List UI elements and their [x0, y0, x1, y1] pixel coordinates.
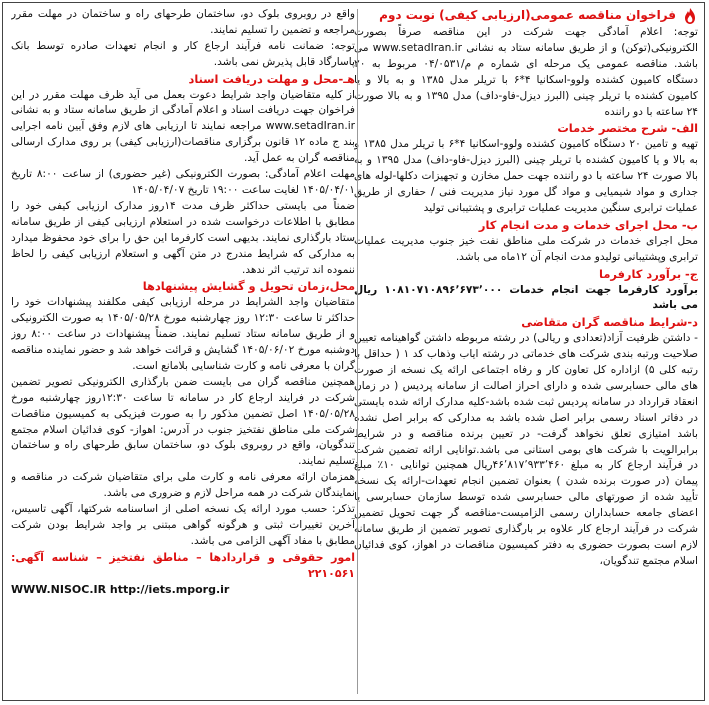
section-alef-text: تهیه و تامین ۲۰ دستگاه کامیون کشنده ولوو-اسکانیا ۴*۶ با تریلر مدل ۱۳۸۵ و به بالا و یا کامیون کشنده با تریلر چینی (البرز دیزل-فاو-داف) مدل ۱۳۹۵ و به بالا صورت ۲۴ ساعته با دو راننده جهت حمل مخازن و تجهیزات دکلها-لوله های جداری و مواد شیمیایی و مواد گل مورد نیاز مدیریت فنی / حفاری از طریق عملیات ترابری سنگین مدیریت عملیات ترابری و پشتیبانی تولید: [354, 138, 698, 214]
section-alef-heading: الف- شرح مختصر خدمات: [557, 121, 698, 136]
guarantee-text: همچنین مناقصه گران می بایست ضمن بارگذاری الکترونیکی تصویر تضمین شرکت در فرایند ارجاع کار در سامانه تا ساعت ۱۲:۳۰روز چهارشنبه مورخ ۱۴۰۵/۰۵/۲۸ اصل تضمین مذکور را به صورت فیزیکی به کمیسیون مناقصات شرکت ملی مناطق نفتخیز جنوب در آدرس: اهواز- کوی فدائیان اسلام مجتمع تندگویان، واقع در روبروی بلوک دو، ساختمان سابق طرحهای راه و ساختمان تسلیم نمایند.: [11, 375, 355, 468]
continued-paragraph: واقع در روبروی بلوک دو، ساختمان طرحهای راه و ساختمان در مهلت مقرر مراجعه و تضمین را تسلیم نمایند.: [11, 8, 355, 36]
section-je-text: برآورد کارفرما جهت انجام خدمات ۱۰۸۱۰۷۱۰۸۹۶٬۶۷۳٬۰۰۰ ریال می باشد: [354, 283, 698, 312]
section-dal-heading: د-شرایط مناقصه گران متقاضی: [521, 315, 698, 330]
reminder-text: تذکر: حسب مورد ارائه یک نسخه اصلی از اساسنامه شرکتها، آگهی تاسیس، آخرین تغییرات ثبتی و هرگونه گواهی مبتنی بر واجد شرایط بودن شرکت مطابق با مفاد آگهی الزامی می باشد.: [11, 503, 355, 547]
intro-paragraph: توجه: اعلام آمادگی جهت شرکت در این مناقصه صرفاً بصورت الکترونیکی(توکن) و از طریق سامانه ستاد به نشانی www.setadIran.ir می باشد. مناقصه عمومی یک مرحله ای شماره م م/۰۴/۰۵۳۱ مربوط به ۲۰ دستگاه کامیون کشنده ولوو-اسکانیا ۴*۶ با تریلر مدل ۱۳۸۵ و به بالا و یا کامیون کشنده با تریلر چینی (البرز دیزل-فاو-داف) مدل ۱۳۹۵ و به بالا صورت ۲۴ ساعته با دو راننده: [354, 26, 698, 118]
bank-note: توجه: ضمانت نامه فرآیند ارجاع کار و انجام تعهدات صادره توسط بانک پاسارگاد قابل پذیرش نمی باشد.: [11, 39, 355, 68]
right-column: [354, 7, 698, 696]
introduction-letter-text: همزمان ارائه معرفی نامه و کارت ملی برای متقاضیان شرکت در مناقصه و نمایندگان شرکت در همه مراحل لازم و ضروری می باشد.: [11, 471, 355, 500]
documents-note: ضمناً می بایستی حداکثر ظرف مدت ۱۴روز مدارک ارزیابی کیفی خود را مطابق با اطلاعات درخواست شده در استعلام ارزیابی کیفی از طریق سامانه ستاد بارگذاری نمایند. بدیهی است کارفرما این حق را برای خود محفوظ میدارد به مدارکی که شرایط مندرج در متن آگهی و استعلام ارزیابی کیفی را لحاظ ننموده اند ترتیب اثر ندهد.: [11, 199, 355, 276]
submission-text: متقاضیان واجد الشرایط در مرحله ارزیابی کیفی مکلفند پیشنهادات خود را حداکثر تا ساعت ۱۲:۳۰ روز چهارشنبه مورخ ۱۴۰۵/۰۵/۲۸ به صورت الکترونیکی و از طریق سامانه ستاد تسلیم نمایند. ضمناً پیشنهادات در ساعت ۸:۰۰ روز دوشنبه مورخ ۱۴۰۵/۰۶/۰۲ گشایش و قرائت خواهد شد و حضور نماینده مناقصه گران با معرفی نامه و کارت شناسایی بلامانع است.: [11, 296, 355, 372]
website-links: WWW.NISOC.IR http://iets.mporg.ir: [11, 582, 230, 596]
section-dal-text: - داشتن ظرفیت آزاد(تعدادی و ریالی) در رشته مربوطه داشتن گواهینامه تعیین صلاحیت ورتبه بندی شرکت های خدماتی در رشته ایاب وذهاب کد ۱ ( حداقل با رتبه کلی ۵) ازاداره کل تعاون کار و رفاه اجتماعی ارائه یک نسخه از صورت های مالی حسابرسی شده و دارای احراز اصالت از سامانه پردیس ( در زمان انعقاد قرارداد در سامانه پردیس ثبت شده باشد-کلیه مدارک ارائه شده بایستی در دفاتر اسناد رسمی برابر اصل شده باشد به مدارکی که برابر اصل نشده باشد امتیازی تعلق نخواهد گرفت- در تعیین برنده مناقصه و در شرایط برابرالویت با شرکت های بومی استانی می باشد.توانایی ارائه تضمین شرکت در فرآیند ارجاع کار به مبلغ ۴۶٬۸۱۷٬۹۳۳٬۴۶۰ریال همچنین توانایی ۱۰٪ مبلغ پیمان (در صورت برنده شدن ) بعنوان تضمین انجام تعهدات-ارائه یک نسخه تأیید شده از صورتهای مالی حسابرسی شده توسط سازمان حسابرسی یا اعضای جامعه حسابداران رسمی الزامیست-مناقصه گر جهت تحویل تضمین شرکت در فرآیند ارجاع کار علاوه بر بارگذاری تصویر تضمین از طریق سامانه لازم است بصورت حضوری به دفتر کمیسیون مناقصات در اهواز، کوی فدائیان اسلام مجتمع تندگویان،: [354, 332, 698, 567]
notice-footer: امور حقوقی و قراردادها – مناطق نفتخیز – شناسه آگهی: ۲۲۱۰۵۶۱: [11, 550, 355, 580]
tender-notice: [2, 2, 705, 701]
notice-title: فراخوان مناقصه عمومی(ارزیابی کیفی) نوبت دوم: [379, 8, 676, 23]
submission-heading: محل،زمان تحویل و گشایش پیشنهادها: [142, 279, 355, 294]
column-divider: [357, 9, 358, 694]
nioc-flame-logo-icon: [682, 7, 698, 25]
section-he-heading: هـ-محل و مهلت دریافت اسناد: [188, 71, 355, 86]
left-column: [11, 7, 355, 696]
section-be-heading: ب- محل اجرای خدمات و مدت انجام کار: [478, 217, 698, 232]
notice-header: [354, 7, 698, 25]
section-je-heading: ج- برآورد کارفرما: [599, 266, 698, 281]
section-he-text: از کلیه متقاضیان واجد شرایط دعوت بعمل می آید ظرف مهلت مقرر در این فراخوان جهت دریافت اسناد و اعلام آمادگی از طریق سامانه ستاد و به نشانی www.setadIran.ir مراجعه نمایند تا ارزیابی های لازم وفق آیین نامه اجرایی بند ج ماده ۱۲ قانون برگزاری مناقصات(ارزیابی کیفی) بر روی مدارک ارسالی مناقصه گران به عمل آید.: [11, 88, 355, 165]
readiness-deadline: مهلت اعلام آمادگی: بصورت الکترونیکی (غیر حضوری) از ساعت ۸:۰۰ تاریخ ۱۴۰۵/۰۴/۰۱ لغایت ساعت ۱۹:۰۰ تاریخ ۱۴۰۵/۰۴/۰۷: [11, 168, 355, 196]
section-be-text: محل اجرای خدمات در شرکت ملی مناطق نفت خیز جنوب مدیریت عملیات ترابری وپشتیبانی تولیدو مدت انجام آن ۱۲ماه می باشد.: [354, 234, 698, 263]
